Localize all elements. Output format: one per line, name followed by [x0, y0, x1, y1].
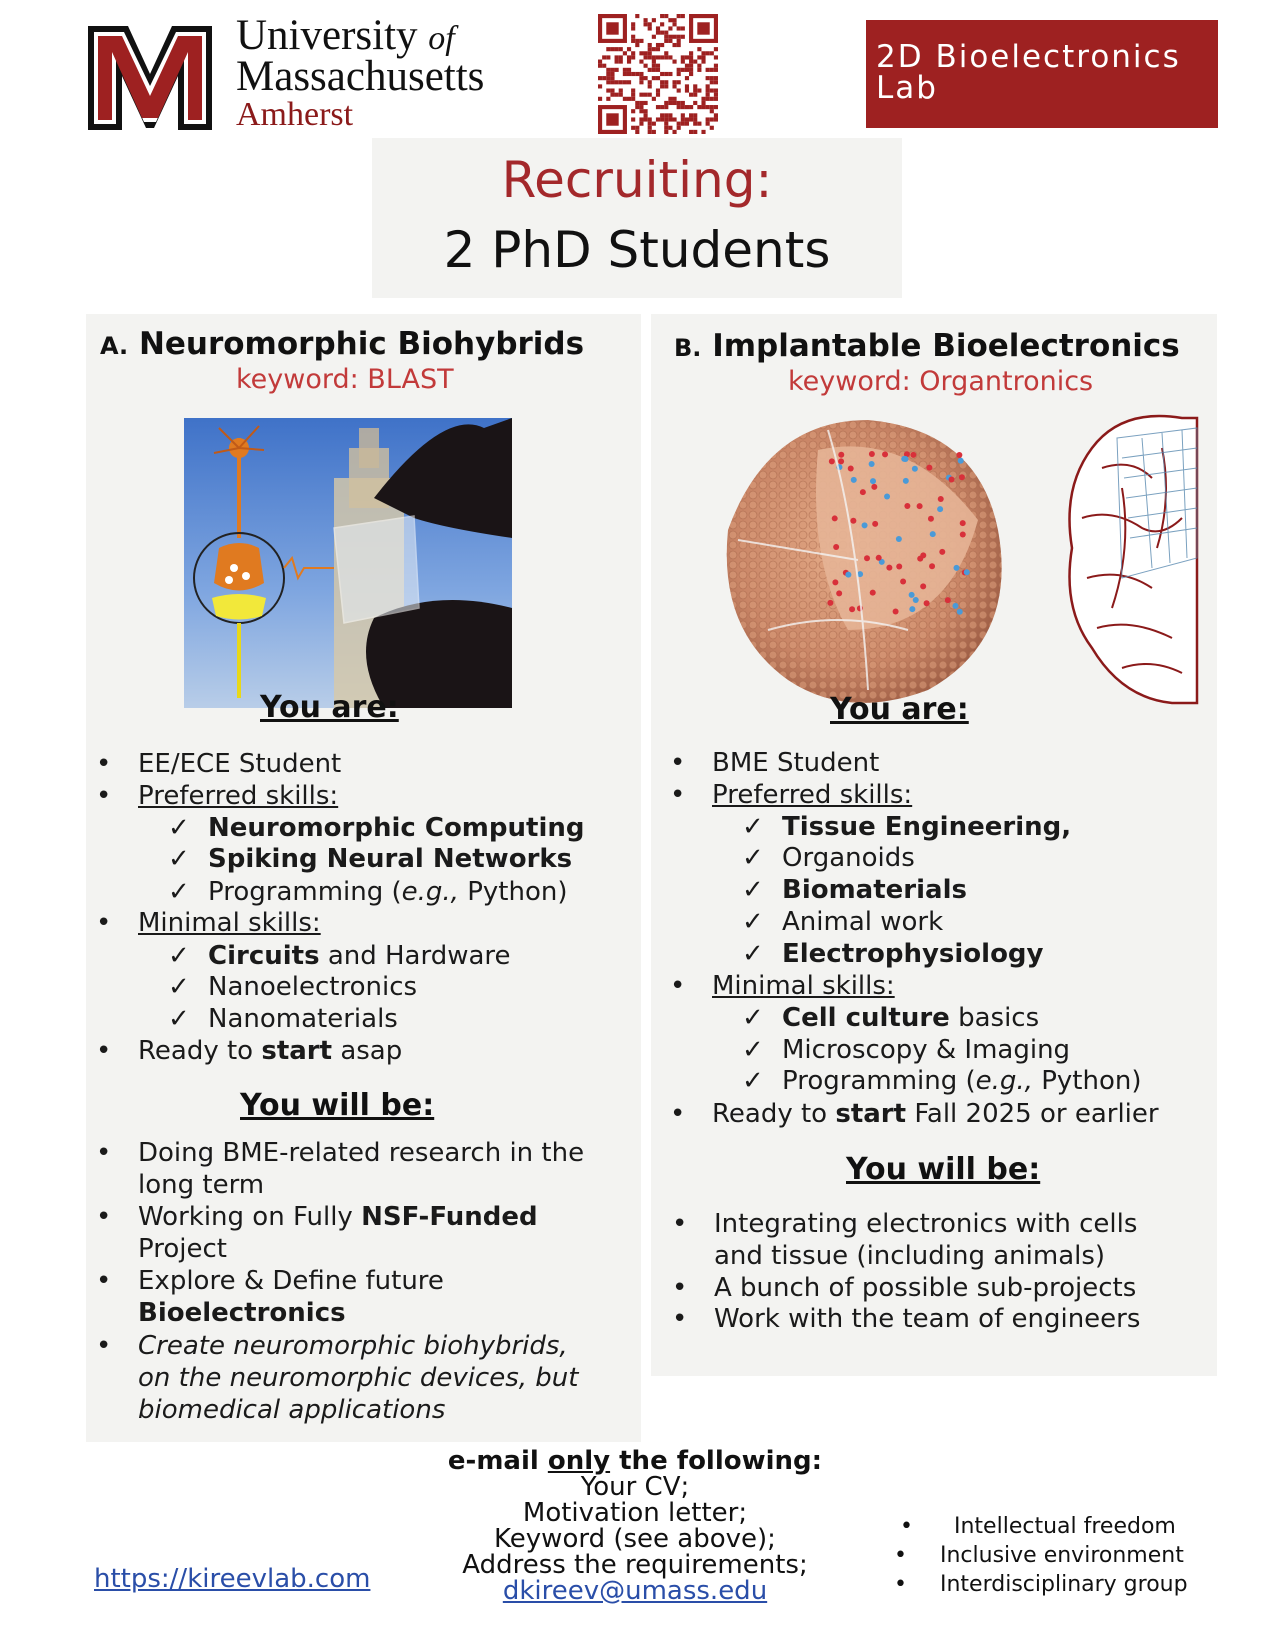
list-item: • Interdisciplinary group: [894, 1572, 1188, 1597]
list-item-cont: on the neuromorphic devices, but: [138, 1363, 579, 1393]
check-icon: ✓: [742, 875, 764, 905]
bullet-icon: •: [96, 1266, 112, 1296]
list-item: • Preferred skills:: [670, 780, 913, 810]
list-item: • Integrating electronics with cells: [672, 1209, 1138, 1239]
check-icon: ✓: [742, 1035, 764, 1065]
bullet-icon: •: [96, 749, 112, 779]
panel-a-you-will-heading: You will be:: [240, 1088, 435, 1123]
contact-item-cv: Your CV;: [580, 1472, 690, 1502]
list-item: ✓ Biomaterials: [742, 875, 967, 905]
check-icon: ✓: [168, 1004, 190, 1034]
bullet-icon: •: [96, 1202, 112, 1232]
contact-item-letter: Motivation letter;: [522, 1498, 748, 1528]
check-icon: ✓: [742, 1066, 764, 1096]
list-item-cont: long term: [138, 1170, 265, 1200]
list-item: • Intellectual freedom: [900, 1514, 1176, 1539]
bullet-icon: •: [894, 1572, 907, 1597]
lab-name-badge: [866, 20, 1218, 128]
check-icon: ✓: [742, 812, 764, 842]
list-item: ✓ Programming (e.g., Python): [168, 877, 568, 907]
list-item: ✓ Circuits and Hardware: [168, 941, 511, 971]
only-emphasis: only: [547, 1446, 611, 1476]
list-item: ✓ Animal work: [742, 907, 944, 937]
list-item: • Inclusive environment: [894, 1543, 1184, 1568]
university-line2: Massachusetts: [236, 53, 485, 100]
website-link[interactable]: https://kireevlab.com: [94, 1564, 371, 1594]
panel-b-you-are-heading: You are:: [830, 692, 969, 727]
list-item: • A bunch of possible sub-projects: [672, 1273, 1137, 1303]
bullet-icon: •: [96, 1036, 112, 1066]
check-icon: ✓: [742, 907, 764, 937]
perks-list: [894, 1512, 1188, 1599]
bullet-icon: •: [672, 1209, 688, 1239]
bullet-icon: •: [894, 1543, 907, 1568]
list-item: • Minimal skills:: [670, 971, 895, 1001]
check-icon: ✓: [168, 813, 190, 843]
panel-a-title: [100, 326, 584, 362]
list-item: • Create neuromorphic biohybrids,: [96, 1331, 568, 1361]
organoid-image: [708, 410, 1020, 710]
list-item: ✓ Nanomaterials: [168, 1004, 398, 1034]
list-item: • Explore & Define future: [96, 1266, 444, 1296]
bullet-icon: •: [96, 908, 112, 938]
panel-b-letter: B.: [674, 334, 702, 362]
check-icon: ✓: [742, 1003, 764, 1033]
list-item: ✓ Spiking Neural Networks: [168, 844, 573, 874]
qr-code-icon[interactable]: [598, 14, 718, 134]
check-icon: ✓: [168, 941, 190, 971]
panel-a-keyword: keyword: BLAST: [236, 364, 454, 395]
list-item: • BME Student: [670, 748, 880, 778]
bullet-icon: •: [672, 1273, 688, 1303]
list-item: • Minimal skills:: [96, 908, 321, 938]
bullet-icon: •: [900, 1514, 913, 1539]
list-item: ✓ Cell culture basics: [742, 1003, 1040, 1033]
list-item: ✓ Programming (e.g., Python): [742, 1066, 1142, 1096]
bullet-icon: •: [670, 780, 686, 810]
list-item: ✓ Microscopy & Imaging: [742, 1035, 1071, 1065]
university-line3: Amherst: [236, 96, 354, 133]
check-icon: ✓: [742, 843, 764, 873]
panel-a-title-text: Neuromorphic Biohybrids: [138, 326, 585, 362]
university-name: [236, 14, 484, 132]
panel-b-you-will-heading: You will be:: [846, 1152, 1041, 1187]
panel-b-title: [674, 328, 1180, 364]
list-item: • Work with the team of engineers: [672, 1304, 1141, 1334]
lab-name: 2D Bioelectronics Lab: [876, 39, 1181, 106]
contact-item-keyword: Keyword (see above);: [494, 1524, 776, 1554]
check-icon: ✓: [168, 877, 190, 907]
list-item: ✓ Organoids: [742, 843, 915, 873]
list-item-cont: and tissue (including animals): [714, 1241, 1106, 1271]
list-item-cont: Project: [138, 1234, 227, 1264]
panel-a-letter: A.: [100, 332, 129, 360]
contact-item-requirements: Address the requirements;: [462, 1550, 808, 1580]
bullet-icon: •: [96, 781, 112, 811]
list-item: • Doing BME-related research in the: [96, 1138, 585, 1168]
contact-instructions: [400, 1448, 870, 1604]
bullet-icon: •: [670, 971, 686, 1001]
list-item: • Ready to start Fall 2025 or earlier: [670, 1099, 1159, 1129]
check-icon: ✓: [742, 939, 764, 969]
list-item: ✓ Nanoelectronics: [168, 972, 418, 1002]
email-link[interactable]: dkireev@umass.edu: [502, 1576, 768, 1606]
list-item-cont: Bioelectronics: [138, 1298, 346, 1328]
bullet-icon: •: [672, 1304, 688, 1334]
list-item: • Preferred skills:: [96, 781, 339, 811]
list-item: ✓ Tissue Engineering,: [742, 812, 1072, 842]
bullet-icon: •: [670, 748, 686, 778]
university-line1: University: [236, 12, 418, 59]
university-of: of: [428, 20, 455, 57]
list-item: • Ready to start asap: [96, 1036, 403, 1066]
list-item: • Working on Fully NSF-Funded: [96, 1202, 538, 1232]
panel-b-title-text: Implantable Bioelectronics: [712, 328, 1180, 364]
recruiting-banner: [372, 138, 902, 298]
bullet-icon: •: [670, 1099, 686, 1129]
check-icon: ✓: [168, 844, 190, 874]
contact-heading: e-mail only the following:: [447, 1446, 823, 1476]
recruiting-subtitle: 2 PhD Students: [443, 221, 831, 279]
check-icon: ✓: [168, 972, 190, 1002]
list-item: ✓ Electrophysiology: [742, 939, 1044, 969]
umass-logo-icon: [84, 22, 216, 134]
brain-implant-image: [1062, 408, 1202, 708]
list-item: ✓ Neuromorphic Computing: [168, 813, 585, 843]
panel-b-keyword: keyword: Organtronics: [788, 366, 1094, 397]
list-item: • EE/ECE Student: [96, 749, 342, 779]
list-item-cont: biomedical applications: [138, 1395, 446, 1425]
bullet-icon: •: [96, 1331, 112, 1361]
bullet-icon: •: [96, 1138, 112, 1168]
neuromorphic-device-image: [184, 418, 512, 708]
recruiting-title: Recruiting:: [501, 151, 773, 209]
panel-a-you-are-heading: You are:: [260, 690, 399, 725]
